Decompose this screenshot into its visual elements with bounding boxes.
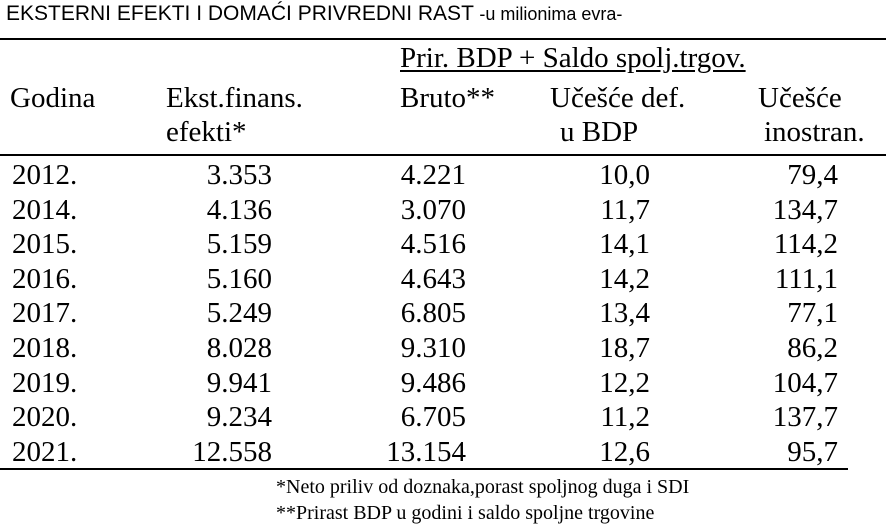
group-header: Prir. BDP + Saldo spolj.trgov.	[400, 42, 746, 74]
cell-bruto: 13.154	[386, 435, 466, 468]
header-ext-line2: efekti*	[166, 116, 247, 148]
top-rule	[0, 38, 886, 40]
cell-bruto: 6.805	[400, 297, 466, 330]
title-unit: -u milionima evra-	[479, 4, 623, 24]
cell-year: 2017.	[12, 297, 78, 330]
cell-ext: 5.160	[206, 262, 272, 295]
title-main: EKSTERNI EFEKTI I DOMAĆI PRIVREDNI RAST	[6, 2, 474, 25]
cell-ext: 12.558	[192, 435, 272, 468]
cell-ext: 9.941	[206, 366, 272, 399]
cell-def: 12,6	[599, 435, 650, 468]
cell-ext: 8.028	[206, 332, 272, 364]
cell-bruto: 4.516	[400, 228, 466, 261]
cell-def: 18,7	[599, 332, 650, 364]
cell-year: 2012.	[12, 159, 78, 191]
cell-year: 2018.	[12, 332, 78, 364]
cell-bruto: 6.705	[400, 401, 466, 434]
cell-def: 14,2	[599, 262, 650, 295]
cell-ext: 3.353	[206, 159, 272, 191]
cell-def: 11,2	[600, 401, 650, 434]
cell-def: 14,1	[599, 228, 650, 261]
cell-ino: 134,7	[772, 193, 838, 226]
cell-year: 2021.	[12, 435, 78, 468]
footnote-1: *Neto priliv od doznaka,porast spoljnog duga i SDI	[276, 476, 690, 498]
cell-ino: 114,2	[773, 228, 838, 261]
cell-year: 2016.	[12, 262, 78, 295]
bottom-rule	[0, 468, 848, 470]
header-ext-line1: Ekst.finans.	[166, 82, 303, 114]
footnote-2: **Prirast BDP u godini i saldo spoljne trgovine	[276, 502, 655, 524]
cell-bruto: 3.070	[400, 193, 466, 226]
cell-ext: 5.159	[206, 228, 272, 261]
header-ino-line1: Učešće	[758, 82, 842, 114]
table-title	[6, 2, 622, 26]
cell-def: 13,4	[599, 297, 650, 330]
cell-bruto: 9.486	[400, 366, 466, 399]
header-rule	[0, 154, 886, 156]
cell-ino: 95,7	[787, 435, 838, 468]
cell-year: 2019.	[12, 366, 78, 399]
cell-ino: 79,4	[787, 159, 838, 191]
cell-ino: 86,2	[787, 332, 838, 364]
cell-bruto: 4.643	[400, 262, 466, 295]
cell-bruto: 4.221	[400, 159, 466, 191]
cell-ext: 4.136	[206, 193, 272, 226]
cell-year: 2020.	[12, 401, 78, 434]
header-def-line2: u BDP	[560, 116, 639, 148]
header-def-line1: Učešće def.	[550, 82, 686, 114]
cell-year: 2014.	[12, 193, 78, 226]
cell-def: 12,2	[599, 366, 650, 399]
cell-ino: 104,7	[772, 366, 838, 399]
cell-bruto: 9.310	[400, 332, 466, 364]
cell-ext: 5.249	[206, 297, 272, 330]
header-ino-line2: inostran.	[764, 116, 865, 148]
cell-year: 2015.	[12, 228, 78, 261]
cell-ino: 137,7	[772, 401, 838, 434]
cell-ino: 77,1	[787, 297, 838, 330]
header-year: Godina	[10, 82, 96, 114]
header-bruto: Bruto**	[400, 82, 496, 114]
cell-def: 11,7	[600, 193, 650, 226]
cell-ext: 9.234	[206, 401, 272, 434]
cell-ino: 111,1	[774, 262, 838, 295]
cell-def: 10,0	[599, 159, 650, 191]
